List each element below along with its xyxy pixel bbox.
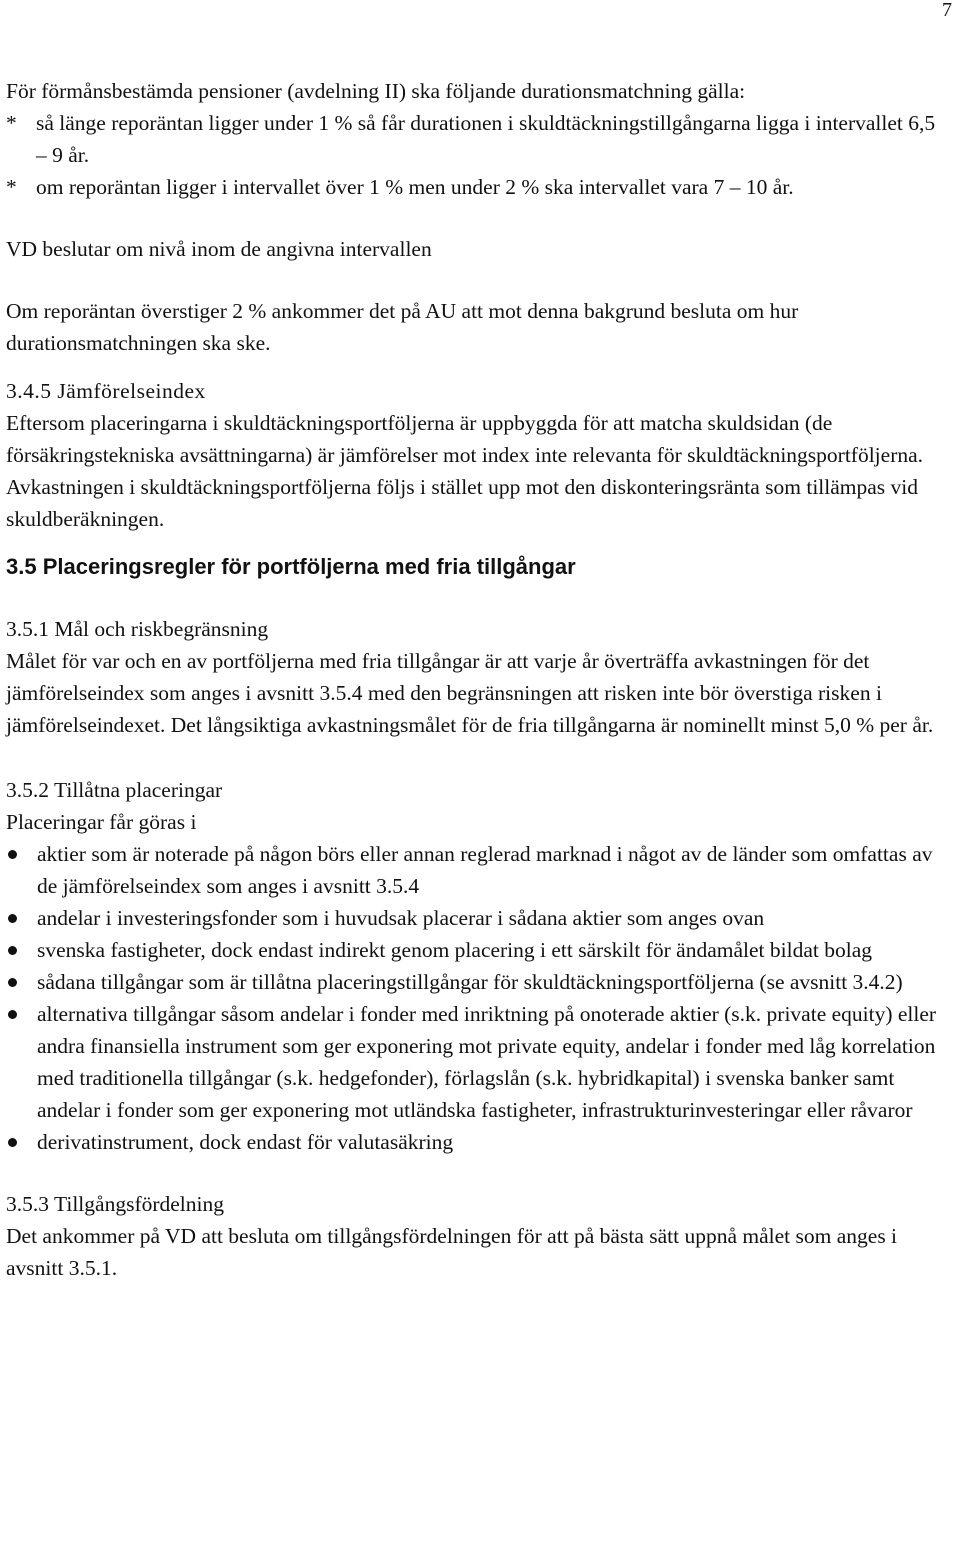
intro-item-1 [6,107,956,171]
intro-item-text: så länge reporäntan ligger under 1 % så får durationen i skuldtäckningstillgångarna ligga i intervallet 6,5 – 9 år. [36,111,936,167]
list-item: derivatinstrument, dock endast för valutasäkring [6,1126,956,1158]
intro-line: För förmånsbestämda pensioner (avdelning II) ska följande durationsmatchning gälla: [6,79,746,103]
bullet-icon [8,1010,17,1019]
intro-item-text: om reporäntan ligger i intervallet över 1 % men under 2 % ska intervallet vara 7 – 10 år. [36,175,794,199]
document-body [6,75,956,1284]
bullet-icon [8,978,17,987]
section-345-title: 3.4.5 Jämförelseindex [6,379,206,403]
section-352-intro: Placeringar får göras i [6,810,197,834]
section-352-title: 3.5.2 Tillåtna placeringar [6,778,223,802]
asterisk-marker: * [6,111,17,135]
list-item: alternativa tillgångar såsom andelar i fonder med inriktning på onoterade aktier (s.k. private equity) eller andra finansiella instrument som ger exponering mot private equity, andelar i fonder med låg korrelation med traditionella tillgångar (s.k. hedgefonder), förlagslån (s.k. hybridkapital) i svenska banker samt andelar i fonder som ger exponering mot utländska fastigheter, infrastrukturinvesteringar eller råvaror [6,998,956,1126]
allowed-investments-list [6,838,956,1158]
bullet-icon [8,850,17,859]
bullet-icon [8,1138,17,1147]
vd-decision-text: VD beslutar om nivå inom de angivna intervallen [6,237,432,261]
section-351-title: 3.5.1 Mål och riskbegränsning [6,617,269,641]
bullet-icon [8,946,17,955]
section-353-body: Det ankommer på VD att besluta om tillgångsfördelningen för att på bästa sätt uppnå målet som anges i avsnitt 3.5.1. [6,1224,898,1280]
section-351-body: Målet för var och en av portföljerna med fria tillgångar är att varje år överträffa avkastningen för det jämförelseindex som anges i avsnitt 3.5.4 med den begränsningen att risken inte bör överstiga risken i jämförelseindexet. Det långsiktiga avkastningsmålet för de fria tillgångarna är nominellt minst 5,0 % per år. [6,649,934,737]
list-item: aktier som är noterade på någon börs eller annan reglerad marknad i något av de länder som omfattas av de jämförelseindex som anges i avsnitt 3.5.4 [6,838,956,902]
au-text: Om reporäntan överstiger 2 % ankommer det på AU att mot denna bakgrund besluta om hur durationsmatchningen ska ske. [6,299,799,355]
list-item: svenska fastigheter, dock endast indirekt genom placering i ett särskilt för ändamålet bildat bolag [6,934,956,966]
page-number: 7 [942,0,952,21]
list-item: andelar i investeringsfonder som i huvudsak placerar i sådana aktier som anges ovan [6,902,956,934]
intro-item-2 [6,171,956,203]
bullet-icon [8,914,17,923]
section-353-title: 3.5.3 Tillgångsfördelning [6,1192,225,1216]
section-35-heading: 3.5 Placeringsregler för portföljerna med fria tillgångar [6,554,576,579]
list-item: sådana tillgångar som är tillåtna placeringstillgångar för skuldtäckningsportföljerna (se avsnitt 3.4.2) [6,966,956,998]
asterisk-marker: * [6,175,17,199]
section-345-body: Eftersom placeringarna i skuldtäckningsportföljerna är uppbyggda för att matcha skuldsidan (de försäkringstekniska avsättningarna) är jämförelser mot index inte relevanta för skuldtäckningsportföljerna. Avkastningen i skuldtäckningsportföljerna följs i stället upp mot den diskonteringsränta som tillämpas vid skuldberäkningen. [6,411,924,531]
